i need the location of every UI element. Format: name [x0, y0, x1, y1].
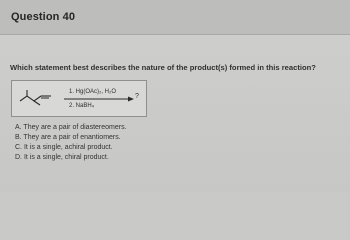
reaction-scheme [11, 80, 147, 117]
option-a[interactable]: A. They are a pair of diastereomers. [15, 124, 127, 131]
product-placeholder: ? [135, 93, 139, 100]
reagent-step-1: 1. Hg(OAc)₂, H₂O [69, 89, 116, 95]
option-c[interactable]: C. It is a single, achiral product. [15, 144, 113, 151]
option-d[interactable]: D. It is a single, chiral product. [15, 154, 109, 161]
reagent-step-2: 2. NaBH₄ [69, 103, 95, 109]
question-header [0, 0, 350, 35]
reaction-arrow-icon [64, 96, 134, 102]
answer-options [15, 123, 127, 163]
question-text: Which statement best describes the nature of the product(s) formed in this reaction? [10, 63, 316, 72]
question-number: Question 40 [11, 11, 76, 23]
alkene-structure [18, 88, 58, 108]
option-b[interactable]: B. They are a pair of enantiomers. [15, 134, 121, 141]
